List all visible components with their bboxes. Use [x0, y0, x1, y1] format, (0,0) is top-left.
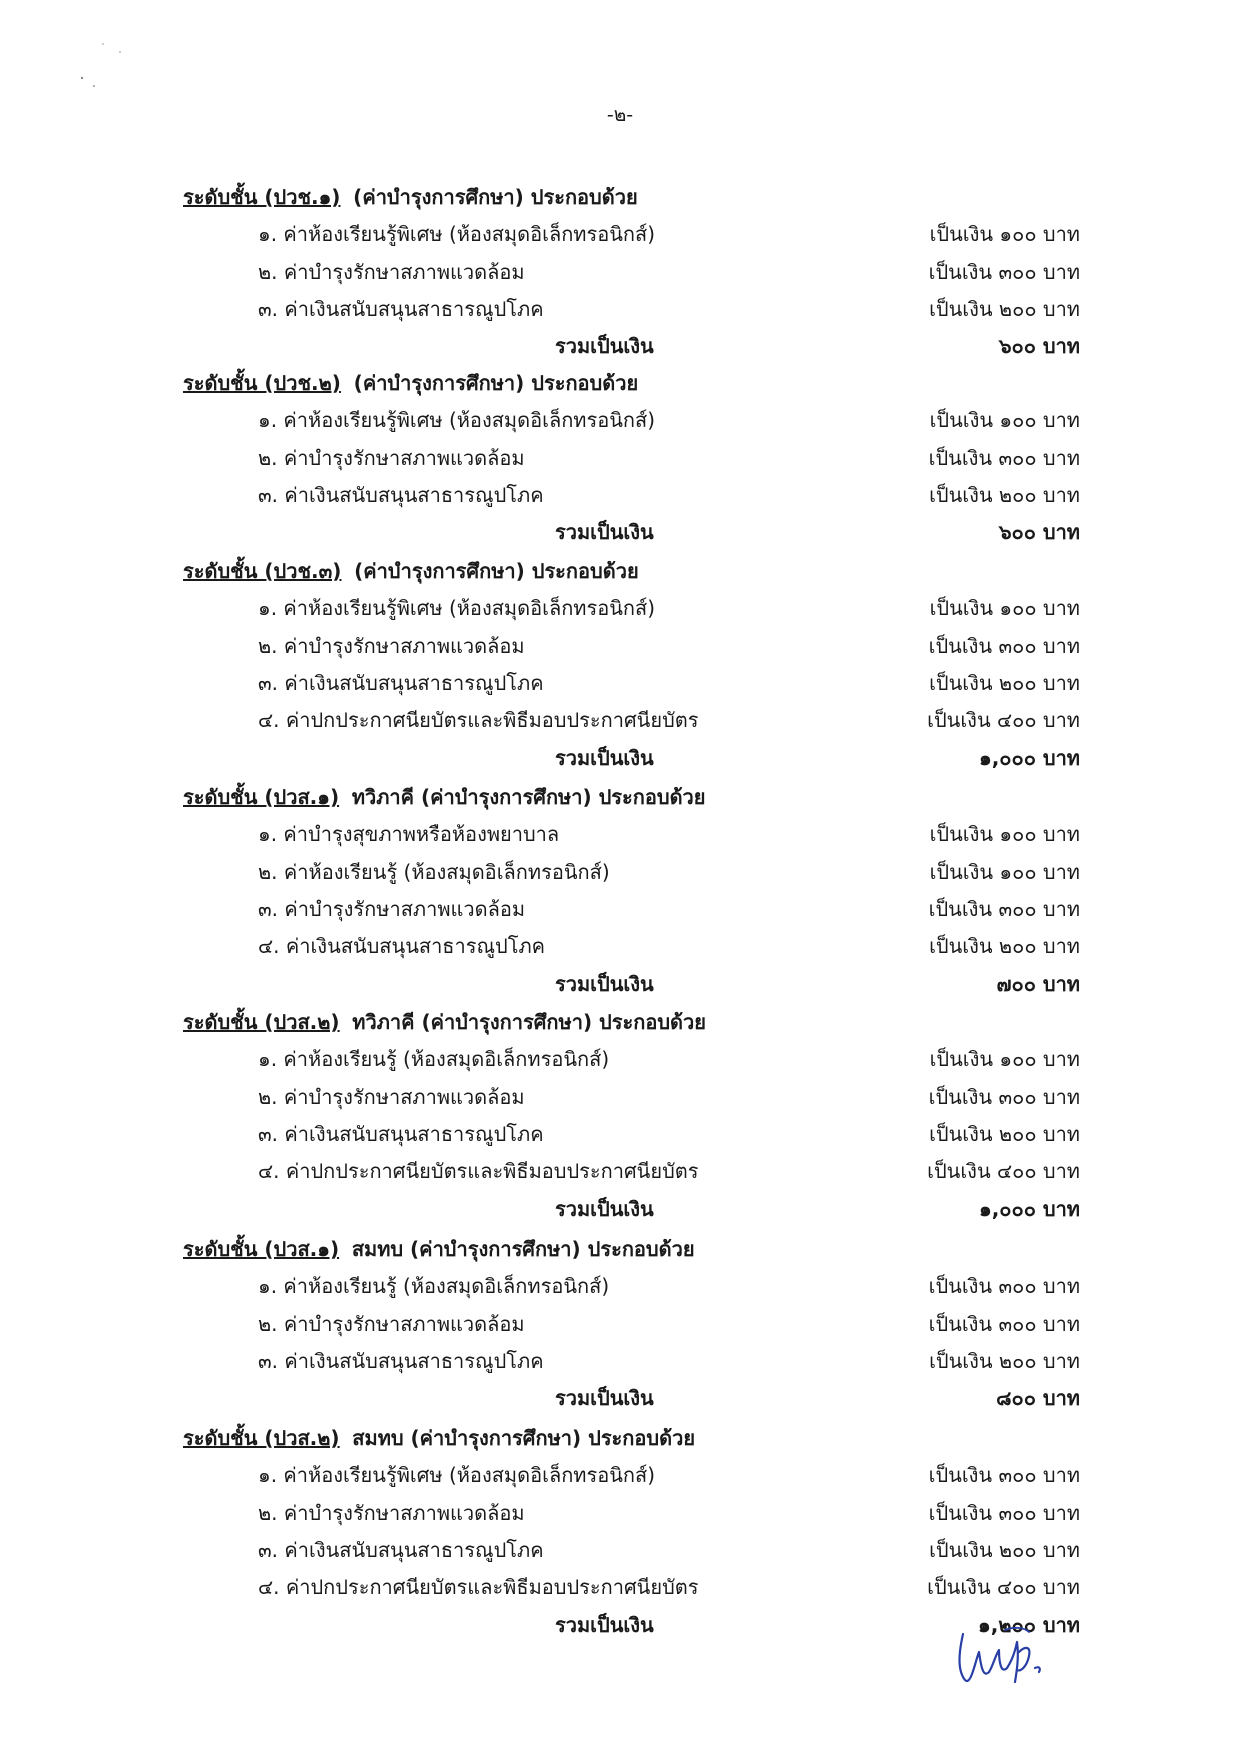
total-amount: ๑,๒๐๐ บาท	[978, 1612, 1080, 1637]
fee-item-amount: เป็นเงิน ๓๐๐ บาท	[928, 633, 1080, 658]
fee-item-label: ๒. ค่าบำรุงรักษาสภาพแวดล้อม	[258, 1500, 525, 1525]
total-label: รวมเป็นเงิน	[555, 520, 654, 545]
section-heading-suffix: ทวิภาคี (ค่าบำรุงการศึกษา) ประกอบด้วย	[352, 1010, 706, 1034]
total-amount: ๖๐๐ บาท	[998, 334, 1080, 359]
section-level: ระดับชั้น (ปวช.๒)	[183, 371, 341, 395]
fee-item-label: ๑. ค่าห้องเรียนรู้ (ห้องสมุดอิเล็กทรอนิกส์)	[258, 1274, 610, 1299]
section-heading	[183, 780, 706, 814]
total-label: รวมเป็นเงิน	[555, 1196, 654, 1221]
fee-item-label: ๒. ค่าบำรุงรักษาสภาพแวดล้อม	[258, 1311, 525, 1336]
total-amount: ๘๐๐ บาท	[996, 1386, 1080, 1411]
fee-item-label: ๒. ค่าบำรุงรักษาสภาพแวดล้อม	[258, 1084, 525, 1109]
section-heading	[183, 1005, 706, 1039]
fee-item-amount: เป็นเงิน ๓๐๐ บาท	[928, 445, 1080, 470]
fee-item-label: ๓. ค่าเงินสนับสนุนสาธารณูปโภค	[258, 482, 544, 507]
section-level: ระดับชั้น (ปวส.๑)	[183, 785, 340, 809]
fee-item-amount: เป็นเงิน ๒๐๐ บาท	[929, 1537, 1080, 1562]
fee-item-amount: เป็นเงิน ๓๐๐ บาท	[928, 1500, 1080, 1525]
fee-item-label: ๑. ค่าห้องเรียนรู้พิเศษ (ห้องสมุดอิเล็กทรอนิกส์)	[258, 222, 656, 247]
fee-item-label: ๔. ค่าปกประกาศนียบัตรและพิธีมอบประกาศนียบัตร	[258, 1575, 699, 1600]
fee-item-label: ๔. ค่าปกประกาศนียบัตรและพิธีมอบประกาศนียบัตร	[258, 708, 699, 733]
section-heading-suffix: (ค่าบำรุงการศึกษา) ประกอบด้วย	[354, 559, 639, 583]
total-label: รวมเป็นเงิน	[555, 745, 654, 770]
fee-item-label: ๑. ค่าห้องเรียนรู้พิเศษ (ห้องสมุดอิเล็กทรอนิกส์)	[258, 1463, 656, 1488]
fee-item-amount: เป็นเงิน ๑๐๐ บาท	[929, 408, 1080, 433]
total-amount: ๖๐๐ บาท	[998, 520, 1080, 545]
total-label: รวมเป็นเงิน	[555, 334, 654, 359]
section-heading	[183, 180, 638, 214]
fee-item-amount: เป็นเงิน ๓๐๐ บาท	[928, 1311, 1080, 1336]
total-amount: ๑,๐๐๐ บาท	[979, 745, 1080, 770]
fee-item-label: ๑. ค่าห้องเรียนรู้ (ห้องสมุดอิเล็กทรอนิกส์)	[258, 1047, 610, 1072]
fee-item-amount: เป็นเงิน ๒๐๐ บาท	[929, 1348, 1080, 1373]
total-amount: ๗๐๐ บาท	[996, 971, 1080, 996]
fee-item-label: ๓. ค่าเงินสนับสนุนสาธารณูปโภค	[258, 1537, 544, 1562]
fee-item-amount: เป็นเงิน ๓๐๐ บาท	[928, 1084, 1080, 1109]
page-number: -๒-	[606, 104, 634, 126]
fee-item-label: ๓. ค่าบำรุงรักษาสภาพแวดล้อม	[258, 896, 526, 921]
fee-item-label: ๑. ค่าห้องเรียนรู้พิเศษ (ห้องสมุดอิเล็กทรอนิกส์)	[258, 596, 656, 621]
fee-item-label: ๓. ค่าเงินสนับสนุนสาธารณูปโภค	[258, 670, 544, 695]
fee-item-amount: เป็นเงิน ๒๐๐ บาท	[929, 670, 1080, 695]
fee-item-amount: เป็นเงิน ๑๐๐ บาท	[929, 222, 1080, 247]
total-label: รวมเป็นเงิน	[555, 971, 654, 996]
section-heading-suffix: (ค่าบำรุงการศึกษา) ประกอบด้วย	[353, 371, 639, 395]
fee-item-label: ๔. ค่าปกประกาศนียบัตรและพิธีมอบประกาศนียบัตร	[258, 1159, 699, 1184]
fee-item-label: ๒. ค่าบำรุงรักษาสภาพแวดล้อม	[258, 445, 525, 470]
fee-item-amount: เป็นเงิน ๑๐๐ บาท	[929, 596, 1080, 621]
fee-item-amount: เป็นเงิน ๒๐๐ บาท	[929, 1121, 1080, 1146]
fee-item-label: ๓. ค่าเงินสนับสนุนสาธารณูปโภค	[258, 1348, 544, 1373]
fee-item-amount: เป็นเงิน ๑๐๐ บาท	[929, 859, 1080, 884]
total-label: รวมเป็นเงิน	[555, 1612, 654, 1637]
scan-specks	[70, 40, 140, 100]
fee-item-amount: เป็นเงิน ๔๐๐ บาท	[927, 708, 1080, 733]
section-heading-suffix: (ค่าบำรุงการศึกษา) ประกอบด้วย	[353, 185, 638, 209]
section-heading	[183, 554, 639, 588]
fee-item-amount: เป็นเงิน ๓๐๐ บาท	[928, 259, 1080, 284]
section-level: ระดับชั้น (ปวส.๒)	[183, 1426, 340, 1450]
section-level: ระดับชั้น (ปวส.๒)	[183, 1010, 340, 1034]
total-amount: ๑,๐๐๐ บาท	[979, 1196, 1080, 1221]
section-heading-suffix: ทวิภาคี (ค่าบำรุงการศึกษา) ประกอบด้วย	[351, 785, 706, 809]
fee-item-label: ๓. ค่าเงินสนับสนุนสาธารณูปโภค	[258, 1121, 544, 1146]
total-label: รวมเป็นเงิน	[555, 1386, 654, 1411]
section-heading	[183, 1232, 695, 1266]
fee-item-label: ๒. ค่าบำรุงรักษาสภาพแวดล้อม	[258, 633, 525, 658]
fee-item-amount: เป็นเงิน ๓๐๐ บาท	[928, 1274, 1080, 1299]
fee-item-amount: เป็นเงิน ๔๐๐ บาท	[927, 1159, 1080, 1184]
fee-item-amount: เป็นเงิน ๒๐๐ บาท	[929, 296, 1080, 321]
fee-item-amount: เป็นเงิน ๔๐๐ บาท	[927, 1575, 1080, 1600]
section-heading-suffix: สมทบ (ค่าบำรุงการศึกษา) ประกอบด้วย	[352, 1426, 696, 1450]
section-level: ระดับชั้น (ปวส.๑)	[183, 1237, 340, 1261]
fee-item-label: ๑. ค่าห้องเรียนรู้พิเศษ (ห้องสมุดอิเล็กทรอนิกส์)	[258, 408, 656, 433]
section-level: ระดับชั้น (ปวช.๓)	[183, 559, 342, 583]
fee-item-amount: เป็นเงิน ๓๐๐ บาท	[928, 896, 1080, 921]
fee-item-label: ๒. ค่าบำรุงรักษาสภาพแวดล้อม	[258, 259, 525, 284]
section-level: ระดับชั้น (ปวช.๑)	[183, 185, 341, 209]
section-heading-suffix: สมทบ (ค่าบำรุงการศึกษา) ประกอบด้วย	[351, 1237, 695, 1261]
fee-item-label: ๑. ค่าบำรุงสุขภาพหรือห้องพยาบาล	[258, 822, 560, 847]
fee-item-label: ๔. ค่าเงินสนับสนุนสาธารณูปโภค	[258, 934, 546, 959]
fee-item-label: ๓. ค่าเงินสนับสนุนสาธารณูปโภค	[258, 296, 544, 321]
fee-item-amount: เป็นเงิน ๑๐๐ บาท	[929, 822, 1080, 847]
fee-item-amount: เป็นเงิน ๑๐๐ บาท	[929, 1047, 1080, 1072]
fee-item-amount: เป็นเงิน ๓๐๐ บาท	[928, 1463, 1080, 1488]
fee-item-amount: เป็นเงิน ๒๐๐ บาท	[929, 934, 1080, 959]
signature-icon	[945, 1622, 1065, 1692]
section-heading	[183, 366, 638, 400]
fee-item-label: ๒. ค่าห้องเรียนรู้ (ห้องสมุดอิเล็กทรอนิกส์)	[258, 859, 610, 884]
section-heading	[183, 1421, 695, 1455]
fee-item-amount: เป็นเงิน ๒๐๐ บาท	[929, 482, 1080, 507]
